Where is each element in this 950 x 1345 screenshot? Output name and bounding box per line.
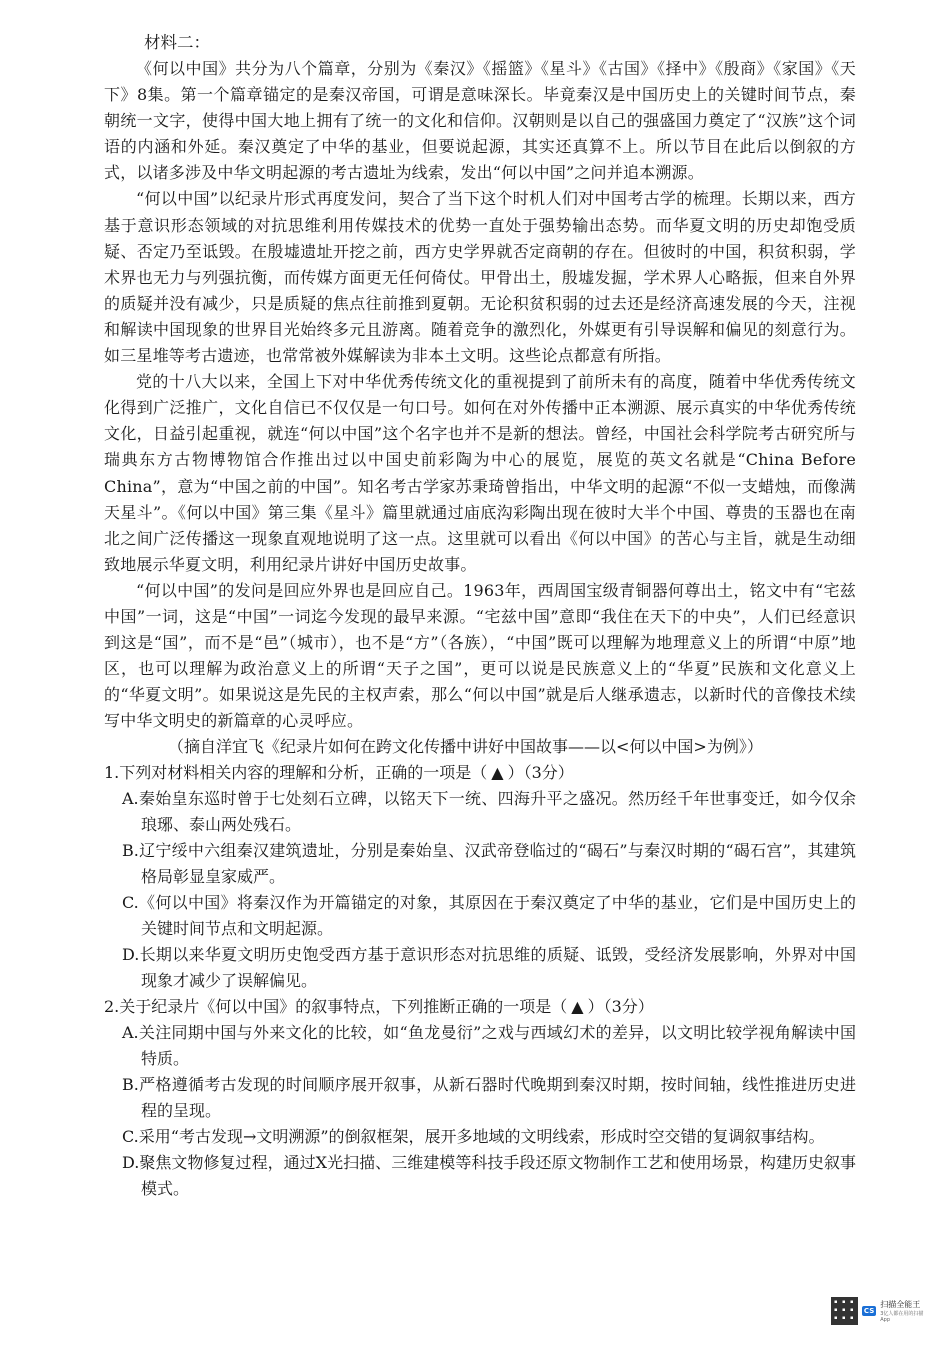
material-heading: 材料二： xyxy=(144,33,210,52)
question-1-stem-text: 1.下列对材料相关内容的理解和分析，正确的一项是（ xyxy=(104,763,488,783)
question-1-score: ）（3分） xyxy=(507,763,574,783)
question-1 xyxy=(104,760,856,994)
question-2-option-c: C.采用“考古发现→文明溯源”的倒叙框架，展开多地域的文明线索，形成时空交错的复调叙事结构。 xyxy=(122,1127,825,1147)
question-2-option-a: A.关注同期中国与外来文化的比较，如“鱼龙曼衍”之戏与西域幻术的差异，以文明比较学视角解读中国特质。 xyxy=(122,1023,856,1069)
question-1-option-a: A.秦始皇东巡时曾于七处刻石立碑，以铭天下一统、四海升平之盛况。然历经千年世事变迁，如今仅余琅琊、泰山两处残石。 xyxy=(122,789,856,835)
qr-code-icon xyxy=(831,1297,858,1325)
question-2-stem xyxy=(104,994,856,1020)
question-1-option-b: B.辽宁绥中六组秦汉建筑遗址，分别是秦始皇、汉武帝登临过的“碣石”与秦汉时期的“碣石宫”，其建筑格局彰显皇家威严。 xyxy=(122,841,856,887)
camscanner-logo-icon: CS xyxy=(863,1307,875,1315)
watermark-subtitle: 3亿人都在用的扫描App xyxy=(880,1311,924,1323)
source-citation: （摘自洋宜飞《纪录片如何在跨文化传播中讲好中国故事——以<何以中国>为例》） xyxy=(168,737,763,757)
question-1-stem xyxy=(104,760,856,786)
watermark-title: 扫描全能王 xyxy=(880,1300,921,1309)
paragraph-3: 党的十八大以来，全国上下对中华优秀传统文化的重视提到了前所未有的高度，随着中华优秀传统文化得到广泛推广，文化自信已不仅仅是一句口号。如何在对外传播中正本溯源、展示真实的中华优秀传统文化，日益引起重视，就连“何以中国”这个名字也并不是新的想法。曾经，中国社会科学院考古研究所与瑞典东方古物博物馆合作推出过以中国史前彩陶为中心的展览，展览的英文名就是“China Before China”，意为“中国之前的中国”。知名考古学家苏秉琦曾指出，中华文明的起源“不似一支蜡烛，而像满天星斗”。《何以中国》第三集《星斗》篇里就通过庙底沟彩陶出现在彼时大半个中国、尊贵的玉器也在南北之间广泛传播这一现象直观地说明了这一点。这里就可以看出《何以中国》的苦心与主旨，就是生动细致地展示华夏文明，利用纪录片讲好中国历史故事。 xyxy=(104,372,856,574)
question-2 xyxy=(104,994,856,1202)
document-page xyxy=(104,30,856,1202)
question-1-option-c: C.《何以中国》将秦汉作为开篇锚定的对象，其原因在于秦汉奠定了中华的基业，它们是中国历史上的关键时间节点和文明起源。 xyxy=(122,893,856,939)
answer-blank-triangle-icon: ▲ xyxy=(491,763,504,783)
answer-blank-triangle-icon: ▲ xyxy=(571,997,584,1017)
scanner-watermark xyxy=(831,1293,931,1329)
paragraph-1: 《何以中国》共分为八个篇章，分别为《秦汉》《摇篮》《星斗》《古国》《择中》《殷商》《家国》《天下》8集。第一个篇章锚定的是秦汉帝国，可谓是意味深长。毕竟秦汉是中国历史上的关键时间节点，秦朝统一文字，使得中国大地上拥有了统一的文化和信仰。汉朝则是以自己的强盛国力奠定了“汉族”这个词语的内涵和外延。秦汉奠定了中华的基业，但要说起源，其实还真算不上。所以节目在此后以倒叙的方式，以诸多涉及中华文明起源的考古遗址为线索，发出“何以中国”之问并追本溯源。 xyxy=(104,59,856,183)
paragraph-2: “何以中国”以纪录片形式再度发问，契合了当下这个时机人们对中国考古学的梳理。长期以来，西方基于意识形态领域的对抗思维利用传媒技术的优势一直处于强势输出态势。而华夏文明的历史却饱受质疑、否定乃至诋毁。在殷墟遗址开挖之前，西方史学界就否定商朝的存在。但彼时的中国，积贫积弱，学术界也无力与列强抗衡，而传媒方面更无任何倚仗。甲骨出土，殷墟发掘，学术界人心略振，但来自外界的质疑并没有减少，只是质疑的焦点往前推到夏朝。无论积贫积弱的过去还是经济高速发展的今天，注视和解读中国现象的世界目光始终多元且游离。随着竞争的激烈化，外媒更有引导误解和偏见的刻意行为。如三星堆等考古遗迹，也常常被外媒解读为非本土文明。这些论点都意有所指。 xyxy=(104,189,856,366)
paragraph-4: “何以中国”的发问是回应外界也是回应自己。1963年，西周国宝级青铜器何尊出土，铭文中有“宅兹中国”一词，这是“中国”一词迄今发现的最早来源。“宅兹中国”意即“我住在天下的中央”，人们已经意识到这是“国”，而不是“邑”（城市），也不是“方”（各族），“中国”既可以理解为地理意义上的所谓“中原”地区，也可以理解为政治意义上的所谓“天子之国”，更可以说是民族意义上的“华夏”民族和文化意义上的“华夏文明”。如果说这是先民的主权声索，那么“何以中国”就是后人继承遗志，以新时代的音像技术续写中华文明史的新篇章的心灵呼应。 xyxy=(104,580,856,731)
watermark-text xyxy=(880,1299,931,1323)
question-2-score: ）（3分） xyxy=(587,997,654,1017)
question-1-option-d: D.长期以来华夏文明历史饱受西方基于意识形态对抗思维的质疑、诋毁，受经济发展影响，外界对中国现象才减少了误解偏见。 xyxy=(122,945,856,991)
question-2-option-d: D.聚焦文物修复过程，通过X光扫描、三维建模等科技手段还原文物制作工艺和使用场景，构建历史叙事模式。 xyxy=(122,1153,856,1199)
question-2-stem-text: 2.关于纪录片《何以中国》的叙事特点，下列推断正确的一项是（ xyxy=(104,997,568,1017)
question-2-option-b: B.严格遵循考古发现的时间顺序展开叙事，从新石器时代晚期到秦汉时期，按时间轴，线性推进历史进程的呈现。 xyxy=(122,1075,856,1121)
